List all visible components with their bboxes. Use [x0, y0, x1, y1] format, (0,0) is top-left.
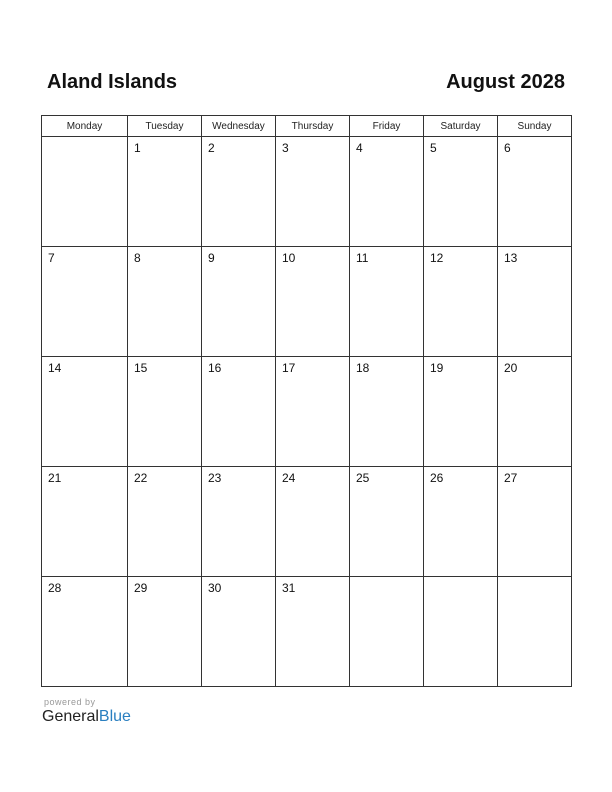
weekday-header: Tuesday [128, 116, 202, 137]
day-cell [350, 467, 424, 577]
day-number: 21 [48, 471, 62, 485]
weekday-header-row [42, 116, 572, 137]
day-number: 17 [282, 361, 296, 375]
day-number: 2 [208, 141, 215, 155]
day-cell [128, 137, 202, 247]
week-row [42, 137, 572, 247]
day-cell [350, 357, 424, 467]
day-number: 13 [504, 251, 518, 265]
day-cell [42, 137, 128, 247]
day-cell [42, 247, 128, 357]
brand-blue: Blue [98, 708, 131, 725]
day-cell [498, 467, 572, 577]
day-cell [424, 467, 498, 577]
day-cell [42, 357, 128, 467]
day-number: 3 [282, 141, 289, 155]
day-number: 10 [282, 251, 296, 265]
day-number [350, 577, 423, 581]
day-cell [42, 577, 128, 687]
day-cell [202, 467, 276, 577]
day-cell [128, 357, 202, 467]
day-number: 7 [48, 251, 55, 265]
day-number: 20 [504, 361, 518, 375]
day-cell [276, 137, 350, 247]
day-cell [202, 577, 276, 687]
day-number: 8 [134, 251, 141, 265]
day-number: 9 [208, 251, 215, 265]
day-number: 15 [134, 361, 148, 375]
weekday-header: Sunday [498, 116, 572, 137]
day-number: 19 [430, 361, 444, 375]
day-number: 30 [208, 581, 222, 595]
day-cell [424, 247, 498, 357]
day-number [498, 577, 571, 581]
day-cell [202, 357, 276, 467]
day-number: 1 [134, 141, 141, 155]
generalblue-logo[interactable] [42, 708, 131, 726]
day-cell [128, 247, 202, 357]
day-number: 24 [282, 471, 296, 485]
day-cell [424, 137, 498, 247]
day-number: 5 [430, 141, 437, 155]
day-cell [498, 247, 572, 357]
day-number: 26 [430, 471, 444, 485]
brand-general: General [42, 708, 99, 725]
day-number [42, 137, 127, 141]
day-cell [350, 137, 424, 247]
day-cell [276, 247, 350, 357]
powered-by-label: powered by [44, 697, 96, 707]
weekday-header: Saturday [424, 116, 498, 137]
day-cell [350, 247, 424, 357]
day-cell [498, 357, 572, 467]
day-number: 31 [282, 581, 296, 595]
weekday-header: Thursday [276, 116, 350, 137]
day-cell [350, 577, 424, 687]
month-year-title: August 2028 [446, 71, 565, 93]
day-number: 6 [504, 141, 511, 155]
weekday-header: Friday [350, 116, 424, 137]
day-number: 22 [134, 471, 148, 485]
day-cell [202, 137, 276, 247]
day-number: 18 [356, 361, 370, 375]
day-cell [276, 357, 350, 467]
day-number: 11 [356, 251, 369, 265]
weekday-header: Monday [42, 116, 128, 137]
day-cell [498, 137, 572, 247]
day-number: 25 [356, 471, 370, 485]
day-number: 28 [48, 581, 62, 595]
day-number: 16 [208, 361, 222, 375]
day-cell [498, 577, 572, 687]
day-cell [424, 357, 498, 467]
day-cell [202, 247, 276, 357]
calendar-grid [41, 115, 572, 687]
day-cell [128, 577, 202, 687]
day-number: 12 [430, 251, 444, 265]
day-number: 29 [134, 581, 148, 595]
day-cell [276, 577, 350, 687]
week-row [42, 577, 572, 687]
week-row [42, 467, 572, 577]
day-cell [424, 577, 498, 687]
day-cell [42, 467, 128, 577]
day-number [424, 577, 497, 581]
day-cell [276, 467, 350, 577]
day-number: 23 [208, 471, 222, 485]
footer-branding [42, 697, 131, 726]
day-number: 14 [48, 361, 62, 375]
region-title: Aland Islands [47, 71, 178, 93]
day-number: 27 [504, 471, 518, 485]
week-row [42, 357, 572, 467]
weekday-header: Wednesday [202, 116, 276, 137]
week-row [42, 247, 572, 357]
day-cell [128, 467, 202, 577]
day-number: 4 [356, 141, 363, 155]
